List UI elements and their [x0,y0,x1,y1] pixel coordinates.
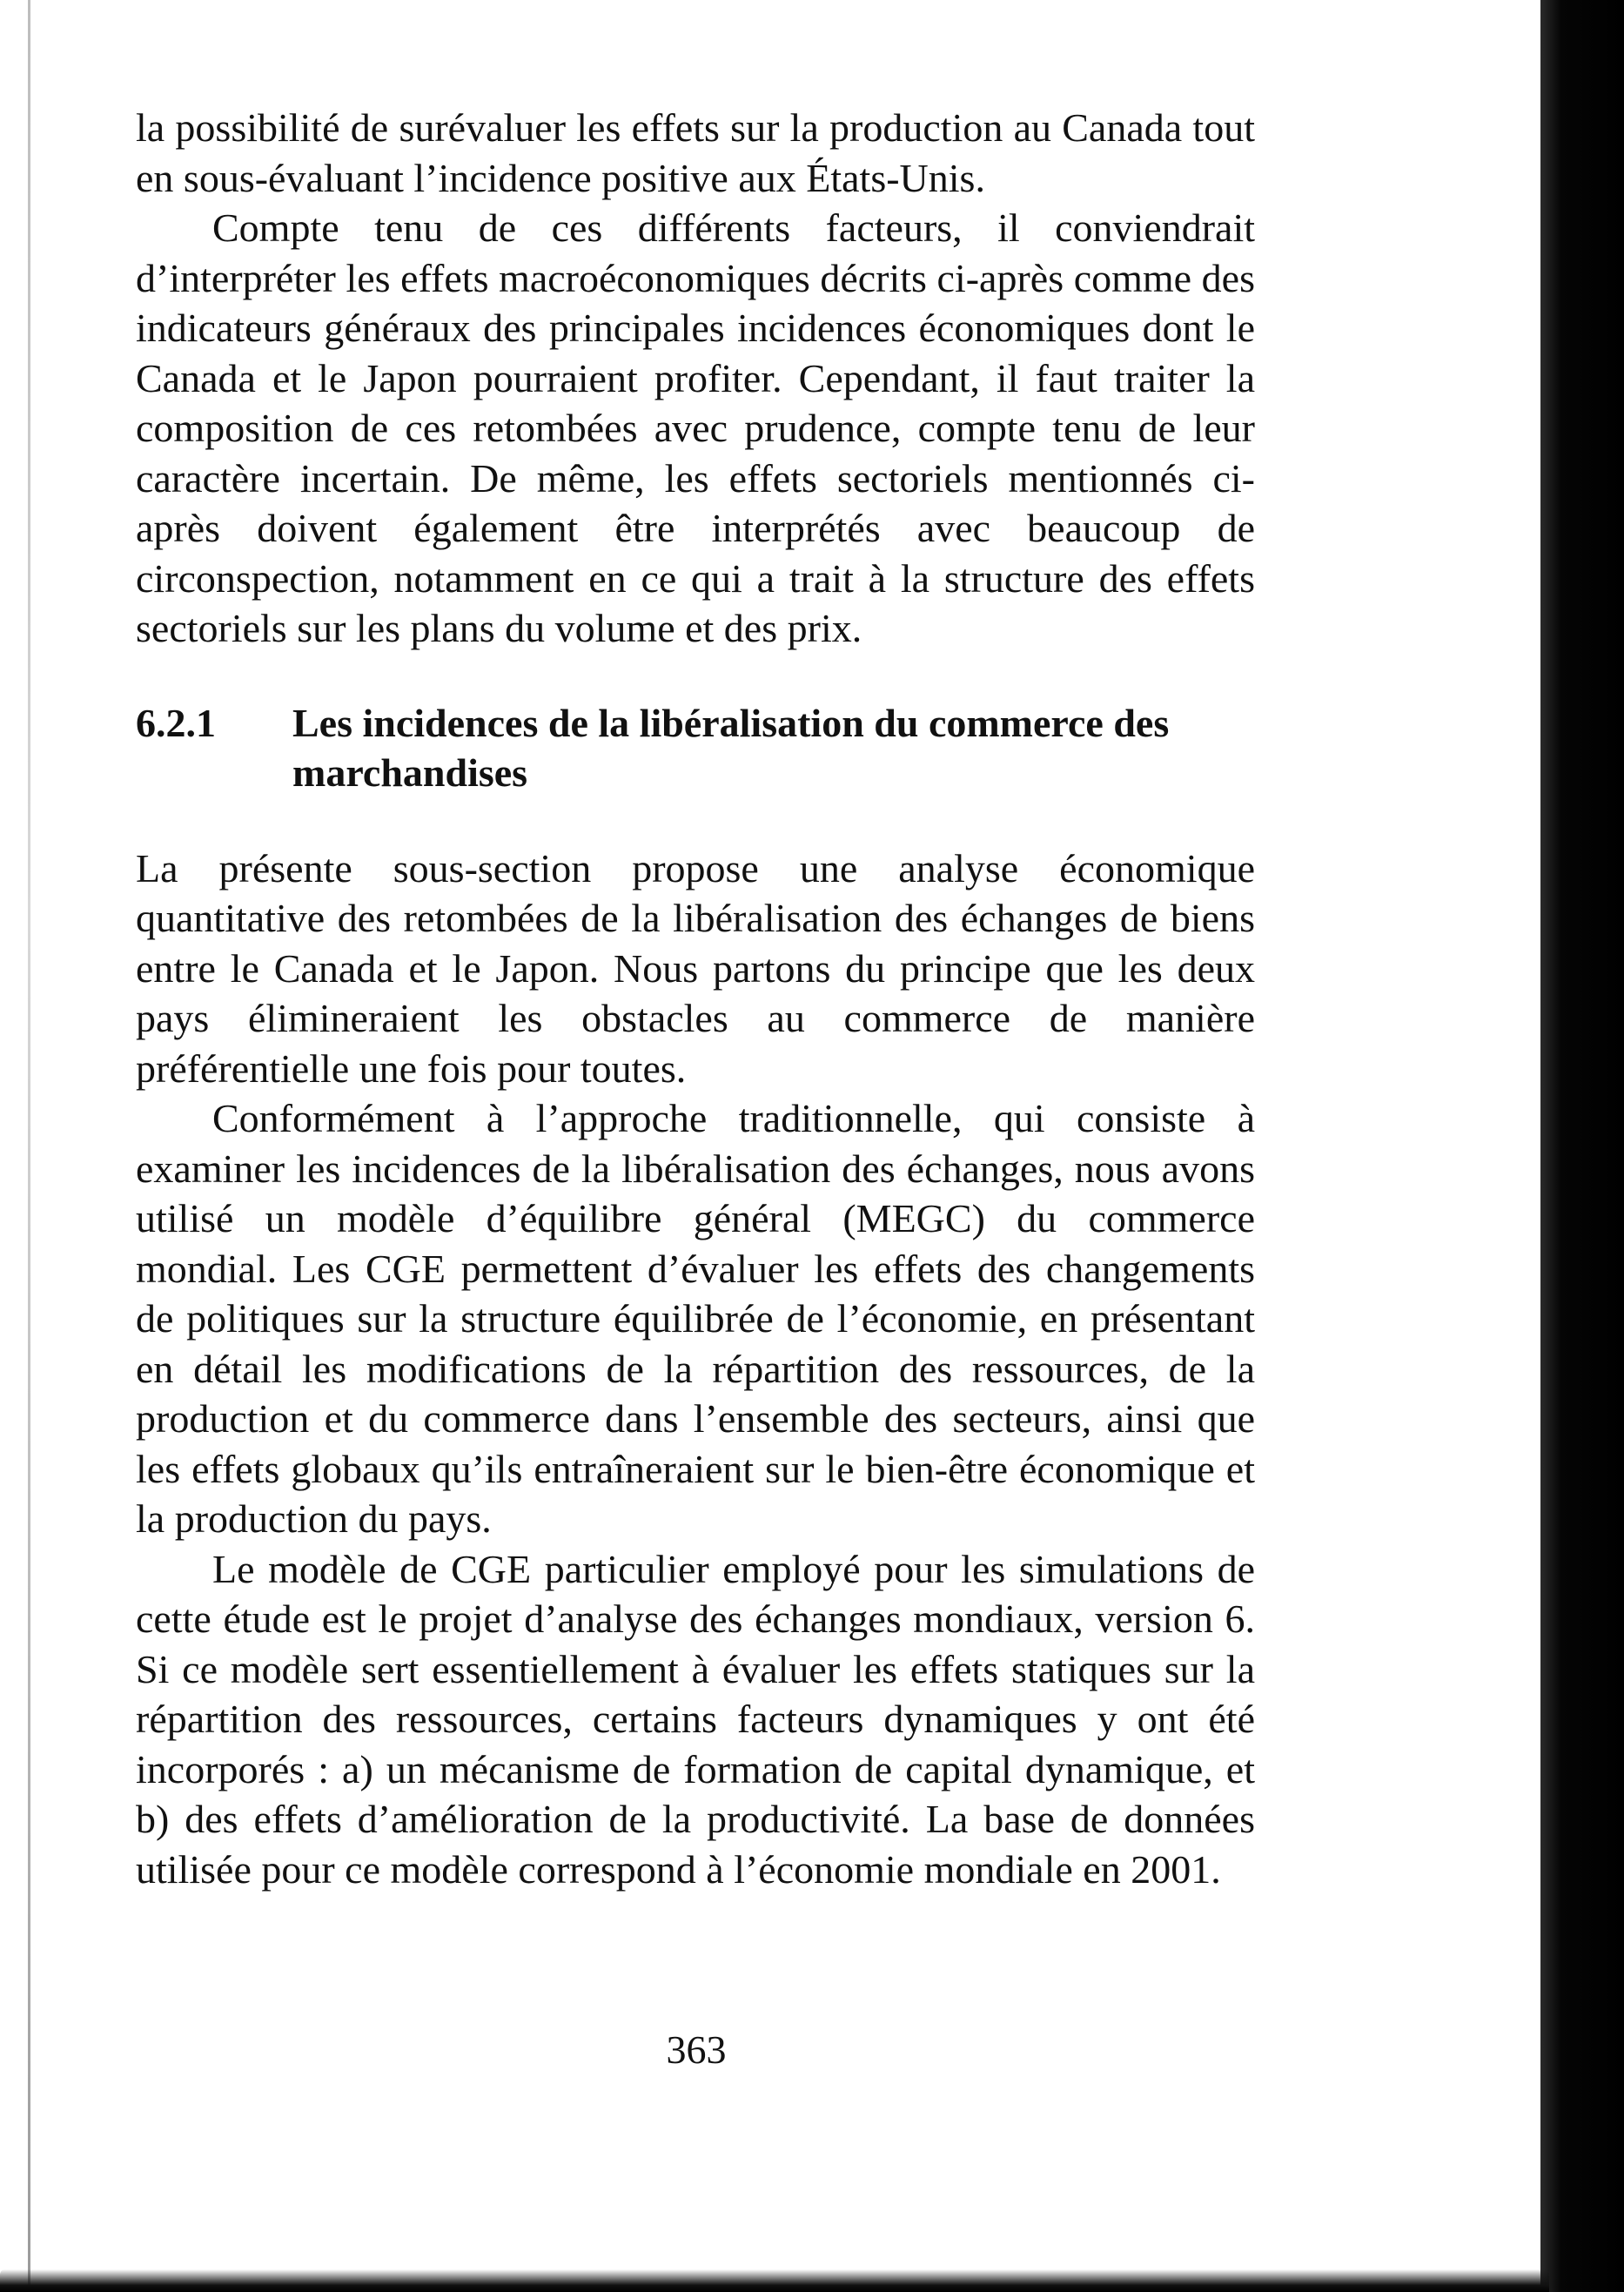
paragraph-continuation: la possibilité de surévaluer les effets sur la production au Canada tout en sous-évaluant l’incidence positive aux États-Unis. [136,105,1255,200]
section-title: Les incidences de la libéralisation du commerce des marchandises [292,700,1170,795]
scan-right-shadow [1540,0,1624,2292]
paragraph-approach: Conformément à l’approche traditionnelle, qui consiste à examiner les incidences de la libéralisation des échanges, nous avons utilisé un modèle d’équilibre général (MEGC) du commerce mondial. Les CGE permettent d’évaluer les effets des changements de politiques sur la structure équilibrée de l’économie, en présentant en détail les modifications de la répartition des ressources, de la production et du commerce dans l’ensemble des secteurs, ainsi que les effets globaux qu’ils entraîneraient sur le bien-être économique et la production du pays. [136,1096,1255,1541]
paragraph-intro: La présente sous-section propose une analyse économique quantitative des retombées de la libéralisation des échanges de biens entre le Canada et le Japon. Nous partons du principe que les deux pays élimineraient les obstacles au commerce de manière préférentielle une fois pour toutes. [136,845,1255,1091]
body-text [136,103,1255,1894]
paragraph-model: Le modèle de CGE particulier employé pour les simulations de cette étude est le projet d’analyse des échanges mondiaux, version 6. Si ce modèle sert essentiellement à évaluer les effets statiques sur la répartition des ressources, certains facteurs dynamiques y ont été incorporés : a) un mécanisme de formation de capital dynamique, et b) des effets d’amélioration de la productivité. La base de données utilisée pour ce modèle correspond à l’économie mondiale en 2001. [136,1546,1255,1892]
section-heading [136,698,1255,798]
scan-bottom-edge [0,2269,1549,2292]
page-left-edge [28,0,30,2292]
page-number: 363 [666,2027,727,2072]
section-number: 6.2.1 [136,700,216,745]
paragraph-factors: Compte tenu de ces différents facteurs, il conviendrait d’interpréter les effets macroéconomiques décrits ci-après comme des indicateurs généraux des principales incidences économiques dont le Canada et le Japon pourraient profiter. Cependant, il faut traiter la composition de ces retombées avec prudence, compte tenu de leur caractère incertain. De même, les effets sectoriels mentionnés ci-après doivent également être interprétés avec beaucoup de circonspection, notamment en ce qui a trait à la structure des effets sectoriels sur les plans du volume et des prix. [136,205,1255,650]
